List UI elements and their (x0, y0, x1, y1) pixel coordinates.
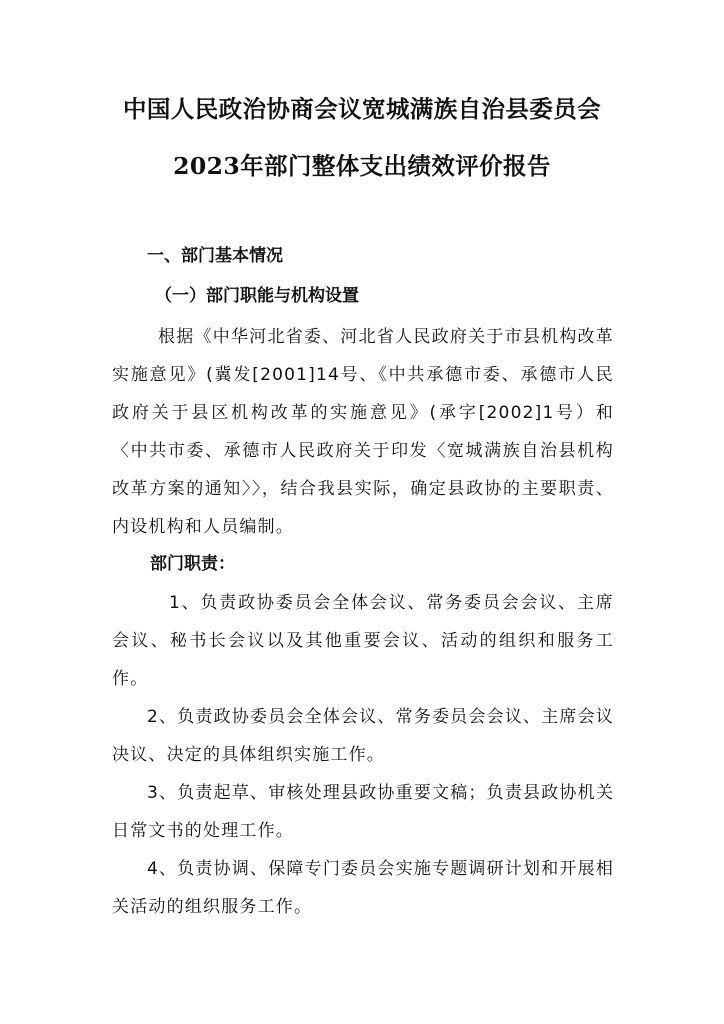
report-title-line-2: 2023年部门整体支出绩效评价报告 (173, 152, 551, 180)
section-heading-basic-info: 一、部门基本情况 (147, 246, 283, 266)
duty-item-3: 3、负责起草、审核处理县政协重要文稿；负责县政协机关日常文书的处理工作。 (112, 783, 615, 841)
report-title-line-1: 中国人民政治协商会议宽城满族自治县委员会 (123, 95, 601, 123)
duties-heading: 部门职责： (150, 554, 235, 574)
duty-item-1: 1、负责政协委员会全体会议、常务委员会会议、主席会议、秘书长会议以及其他重要会议、活动的组织和服务工作。 (112, 593, 614, 689)
duty-item-2: 2、负责政协委员会全体会议、常务委员会会议、主席会议决议、决定的具体组织实施工作。 (112, 707, 615, 765)
subsection-heading-functions: （一）部门职能与机构设置 (155, 286, 359, 306)
intro-paragraph: 根据《中华河北省委、河北省人民政府关于市县机构改革实施意见》(冀发[2001]14号、《中共承德市委、承德市人民政府关于县区机构改革的实施意见》(承字[2002]1号）和〈中共市委、承德市人民政府关于印发〈宽城满族自治县机构改革方案的通知〉〉，结合我县实际，确定县政协的主要职责、内设机构和人员编制。 (112, 327, 614, 537)
duty-item-4: 4、负责协调、保障专门委员会实施专题调研计划和开展相关活动的组织服务工作。 (112, 859, 615, 917)
